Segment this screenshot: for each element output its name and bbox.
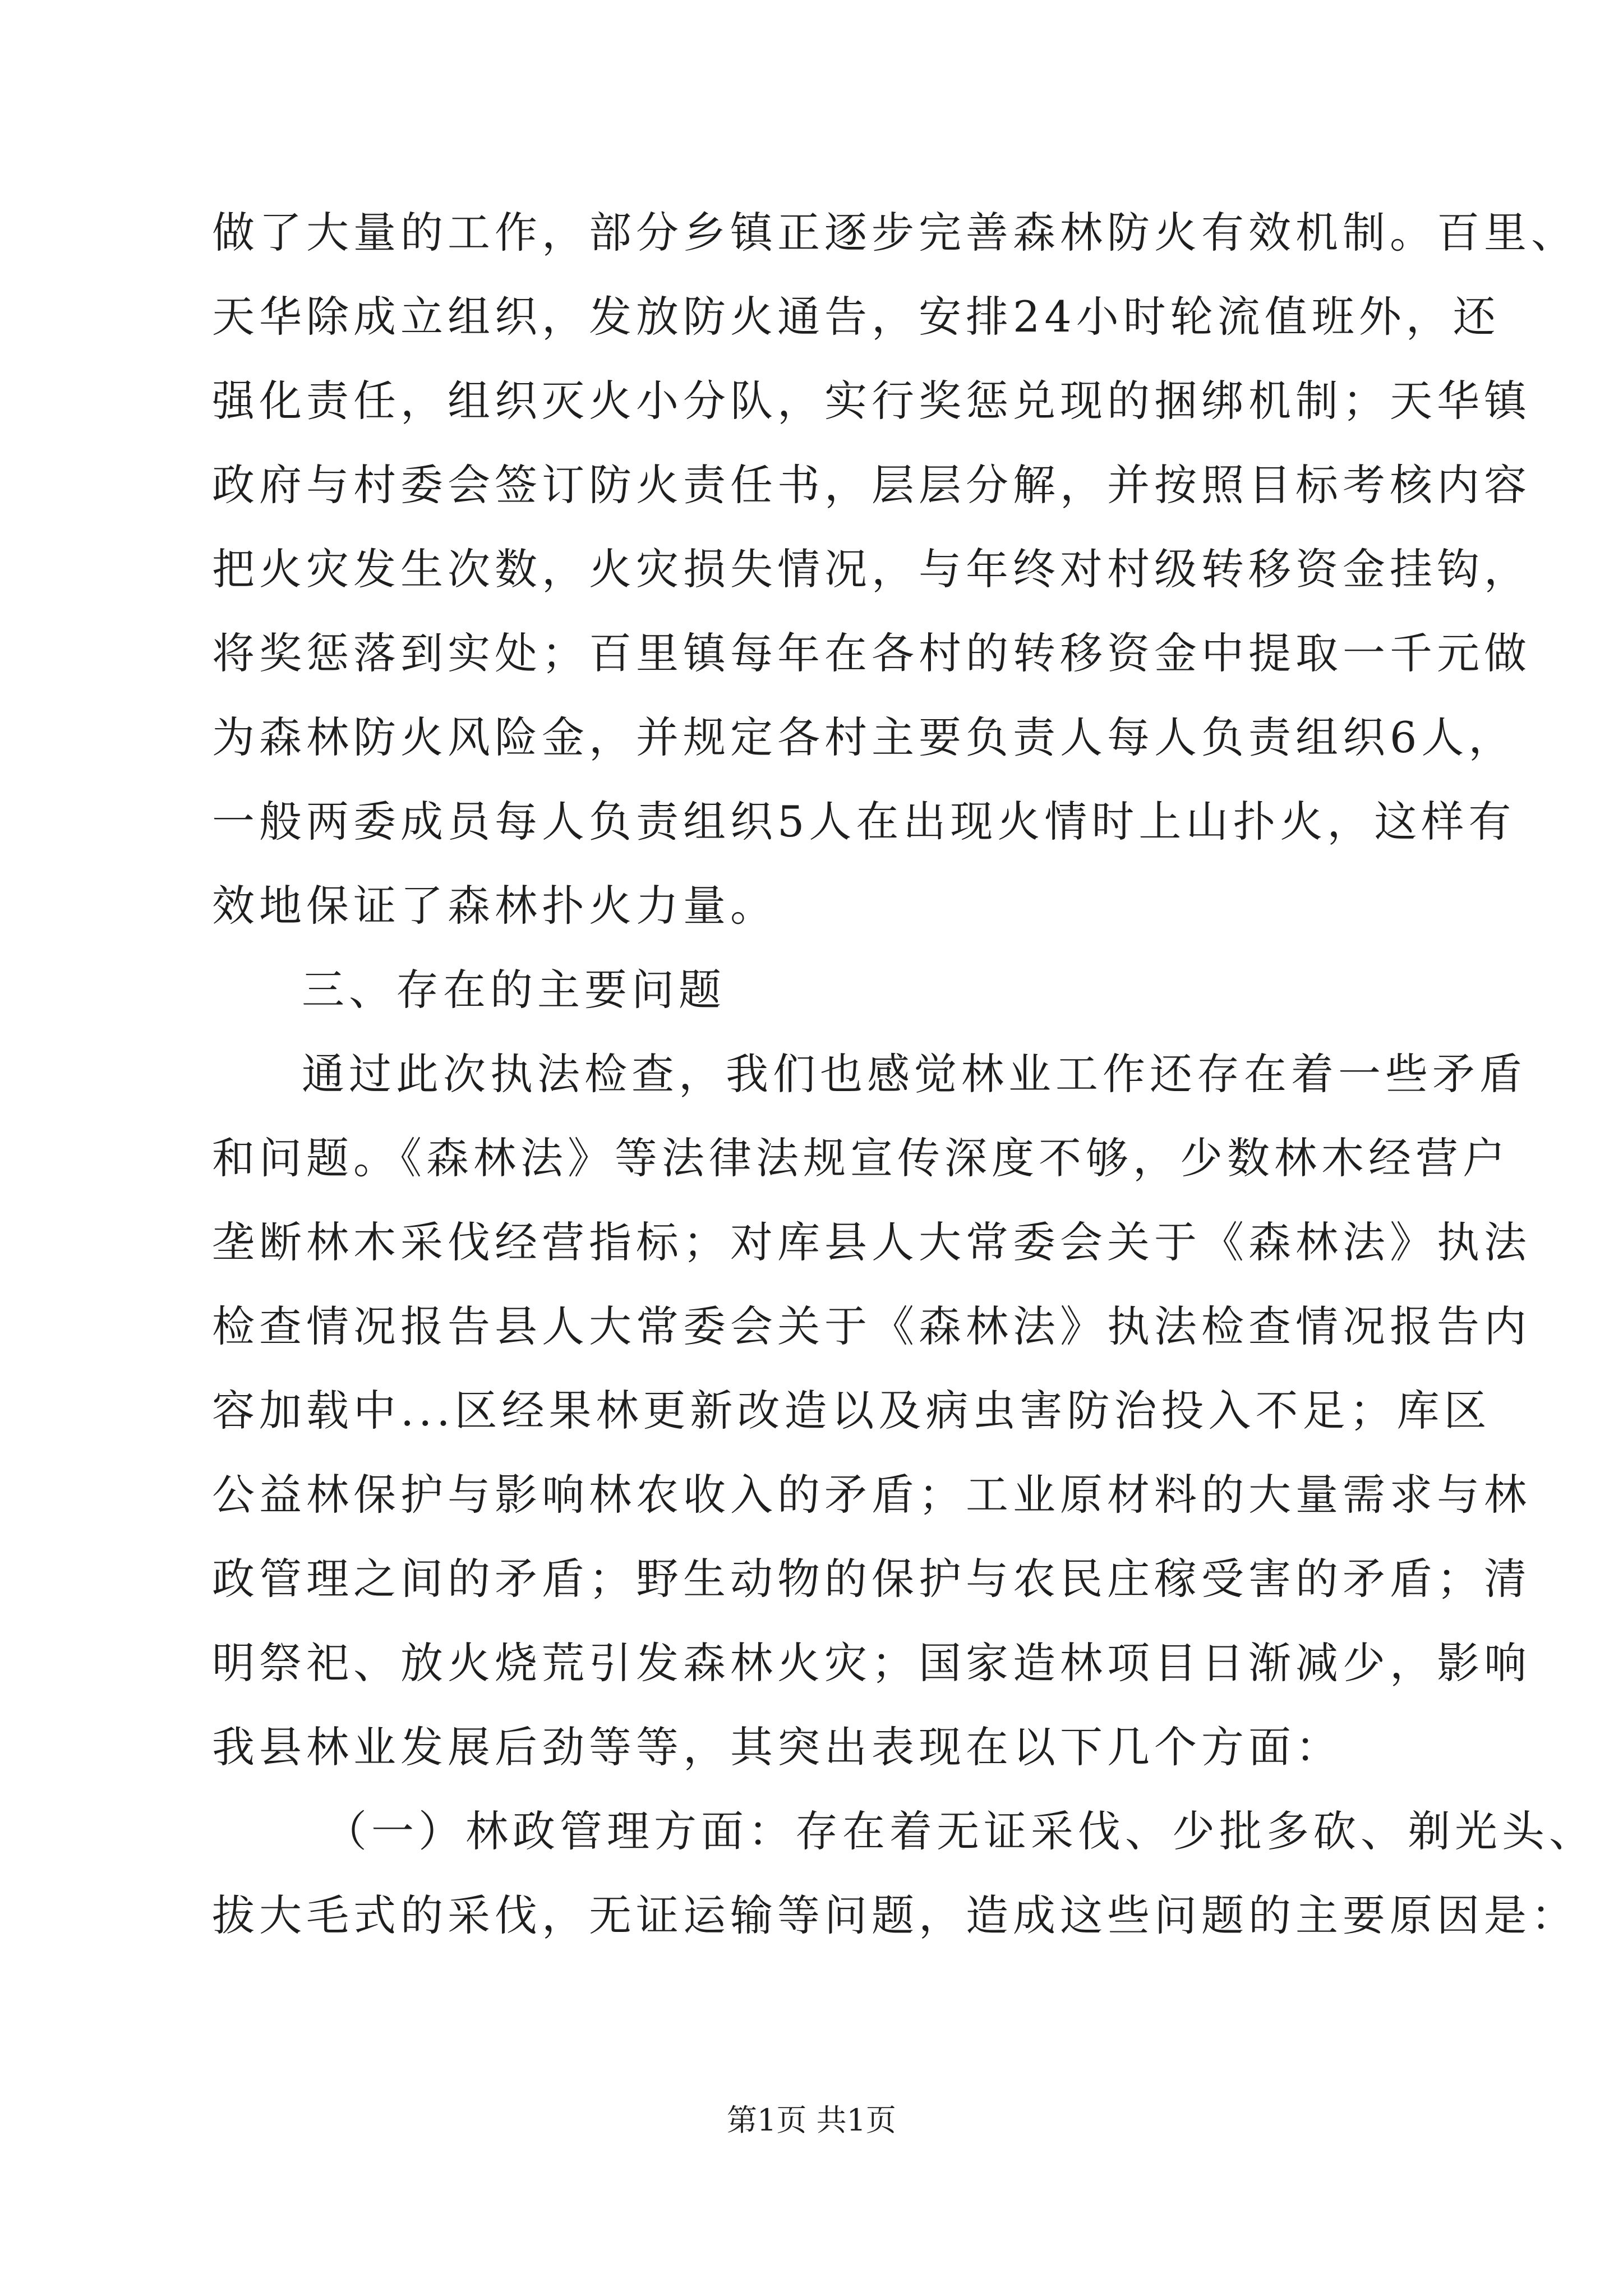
paragraph-line: 将奖惩落到实处；百里镇每年在各村的转移资金中提取一千元做	[212, 628, 1531, 678]
paragraph-line: 明祭祀、放火烧荒引发森林火灾；国家造林项目日渐减少，影响	[212, 1638, 1531, 1688]
paragraph-line: 垄断林木采伐经营指标；对库县人大常委会关于《森林法》执法	[212, 1217, 1531, 1267]
section-heading: 三、存在的主要问题	[302, 965, 726, 1015]
paragraph-line: 通过此次执法检查，我们也感觉林业工作还存在着一些矛盾	[302, 1049, 1527, 1099]
paragraph-line: 检查情况报告县人大常委会关于《森林法》执法检查情况报告内	[212, 1301, 1531, 1351]
paragraph-line: 效地保证了森林扑火力量。	[212, 881, 777, 931]
paragraph-line: 政府与村委会签订防火责任书，层层分解，并按照目标考核内容	[212, 460, 1531, 510]
paragraph-line: 政管理之间的矛盾；野生动物的保护与农民庄稼受害的矛盾；清	[212, 1554, 1531, 1604]
paragraph-line: 一般两委成员每人负责组织5人在出现火情时上山扑火，这样有	[212, 797, 1516, 846]
subsection-line: （一）林政管理方面：存在着无证采伐、少批多砍、剃光头、	[324, 1806, 1596, 1856]
paragraph-line: 公益林保护与影响林农收入的矛盾；工业原材料的大量需求与林	[212, 1470, 1531, 1520]
paragraph-line: 和问题。《森林法》等法律法规宣传深度不够，少数林木经营户	[212, 1133, 1510, 1183]
paragraph-line: 做了大量的工作，部分乡镇正逐步完善森林防火有效机制。百里、	[212, 208, 1578, 257]
page-footer: 第1页 共1页	[727, 2102, 896, 2138]
paragraph-line: 我县林业发展后劲等等，其突出表现在以下几个方面：	[212, 1722, 1343, 1772]
paragraph-line: 把火灾发生次数，火灾损失情况，与年终对村级转移资金挂钩，	[212, 544, 1531, 594]
paragraph-line: 强化责任，组织灭火小分队，实行奖惩兑现的捆绑机制；天华镇	[212, 376, 1531, 426]
paragraph-line: 为森林防火风险金，并规定各村主要负责人每人负责组织6人，	[212, 712, 1516, 762]
paragraph-line: 容加载中...区经果林更新改造以及病虫害防治投入不足；库区	[212, 1386, 1491, 1435]
paragraph-line: 天华除成立组织，发放防火通告，安排24小时轮流值班外，还	[212, 292, 1500, 342]
paragraph-line: 拔大毛式的采伐，无证运输等问题，造成这些问题的主要原因是：	[212, 1890, 1578, 1940]
